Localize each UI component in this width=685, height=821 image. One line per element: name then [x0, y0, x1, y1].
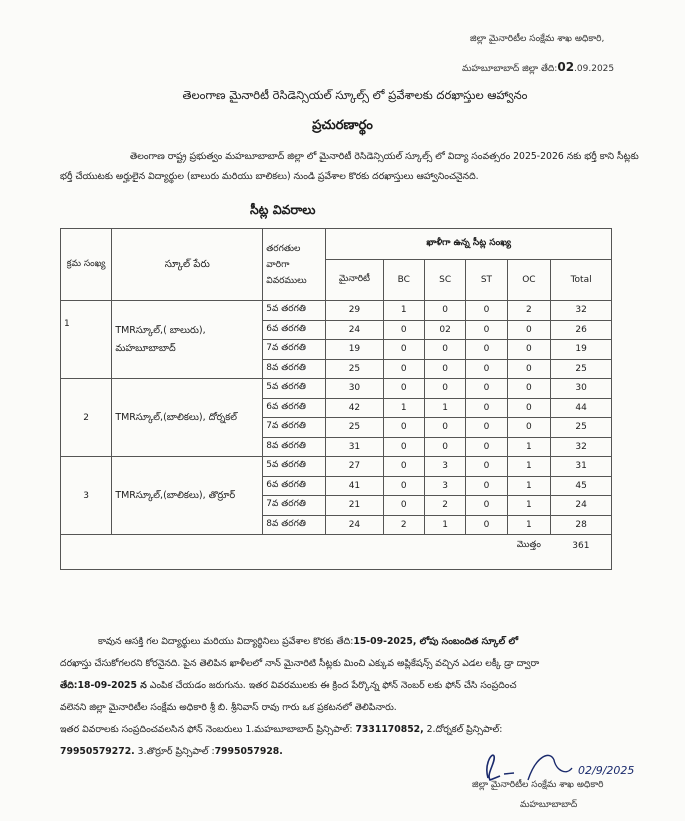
- phone-thorrur: 7995057928.: [214, 746, 283, 757]
- sc-cell: 0: [424, 340, 465, 360]
- intro-paragraph: తెలంగాణ రాష్ట్ర ప్రభుత్వం మహబూబాబాద్ జిల్లా లో మైనారిటీ రెసిడెన్సియల్ స్కూల్స్ లో విద్యా సంవత్సరం 2025-2026 నకు భర్తీ కాని సీట్లకు భర్తీ చేయుటకు అర్హులైన విద్యార్థుల (బాలురు మరియు బాలికలు) నుండి ప్రవేశాల కొరకు దరఖాస్తులు ఆహ్వానించనైనది.: [60, 151, 639, 182]
- bc-cell: 2: [383, 515, 424, 535]
- total-cell: 44: [551, 398, 612, 418]
- school-name: TMRస్కూల్,(బాలికలు), దోర్నకల్: [112, 379, 263, 457]
- bc-cell: 0: [383, 457, 424, 477]
- st-cell: 0: [466, 437, 507, 457]
- total-cell: 30: [551, 379, 612, 399]
- sc-cell: 0: [424, 437, 465, 457]
- minority-cell: 25: [326, 359, 383, 379]
- table-row: [61, 457, 612, 477]
- header-minority: మైనారిటీ: [326, 260, 383, 301]
- st-cell: 0: [466, 457, 507, 477]
- minority-cell: 24: [326, 515, 383, 535]
- sc-cell: 02: [424, 320, 465, 340]
- minority-cell: 21: [326, 496, 383, 516]
- instructions-line-3: [60, 675, 655, 697]
- bc-cell: 0: [383, 418, 424, 438]
- instructions-text-1: కావున ఆసక్తి గల విద్యార్థులు మరియు విద్యార్థినిలు ప్రవేశాల కొరకు తేది:: [98, 636, 354, 647]
- sc-cell: 0: [424, 379, 465, 399]
- total-cell: 32: [551, 437, 612, 457]
- total-cell: 26: [551, 320, 612, 340]
- school-sno: 1: [61, 301, 112, 379]
- grand-total-row: [61, 535, 612, 558]
- oc-cell: 0: [507, 398, 551, 418]
- class-cell: 6వ తరగతి: [263, 476, 326, 496]
- publication-heading: ప్రచురణార్థం: [312, 118, 373, 133]
- table-row: [61, 301, 612, 321]
- minority-cell: 31: [326, 437, 383, 457]
- class-cell: 6వ తరగతి: [263, 398, 326, 418]
- minority-cell: 42: [326, 398, 383, 418]
- class-cell: 5వ తరగతి: [263, 301, 326, 321]
- minority-cell: 30: [326, 379, 383, 399]
- signatory-location: మహబూబాబాద్: [520, 800, 578, 810]
- bc-cell: 1: [383, 398, 424, 418]
- oc-cell: 0: [507, 320, 551, 340]
- instructions-line-2: దరఖాస్తు చేసుకోగలరని కోరనైనది. పైన తెలిపిన ఖాళీలలో నాన్ మైనారిటి సీట్లకు మించి ఎక్కువ అప్లికేషన్స్ వచ్చిన ఎడల లక్కీ డ్రా ద్వారా: [60, 658, 540, 669]
- class-cell: 5వ తరగతి: [263, 457, 326, 477]
- total-cell: 25: [551, 418, 612, 438]
- oc-cell: 0: [507, 359, 551, 379]
- minority-cell: 29: [326, 301, 383, 321]
- school-sno: 2: [61, 379, 112, 457]
- signature-date: 02/9/2025: [578, 764, 635, 777]
- contacts-text-2: 2.దోర్నకల్ ప్రిన్సిపాల్:: [423, 724, 503, 735]
- contacts-text-3: 3.తొర్రూర్ ప్రిన్సిపాల్ :: [134, 746, 215, 757]
- class-cell: 8వ తరగతి: [263, 359, 326, 379]
- oc-cell: 1: [507, 515, 551, 535]
- header-oc: OC: [507, 260, 551, 301]
- minority-cell: 25: [326, 418, 383, 438]
- minority-cell: 19: [326, 340, 383, 360]
- total-cell: 25: [551, 359, 612, 379]
- class-cell: 8వ తరగతి: [263, 437, 326, 457]
- st-cell: 0: [466, 476, 507, 496]
- st-cell: 0: [466, 340, 507, 360]
- header-sno: క్రమ సంఖ్య: [61, 229, 112, 301]
- oc-cell: 0: [507, 418, 551, 438]
- sc-cell: 2: [424, 496, 465, 516]
- lucky-draw-date: తేది:18-09-2025 న: [60, 680, 147, 691]
- minority-cell: 24: [326, 320, 383, 340]
- total-cell: 31: [551, 457, 612, 477]
- st-cell: 0: [466, 301, 507, 321]
- district-date-line: [462, 60, 614, 76]
- class-cell: 7వ తరగతి: [263, 340, 326, 360]
- sc-cell: 3: [424, 476, 465, 496]
- class-cell: 5వ తరగతి: [263, 379, 326, 399]
- seats-table: [60, 228, 612, 570]
- district-prefix: మహబూబాబాద్ జిల్లా తేది:: [462, 64, 558, 74]
- bc-cell: 0: [383, 379, 424, 399]
- table-bottom-row: [61, 557, 612, 570]
- total-cell: 32: [551, 301, 612, 321]
- table-bottom-spacer: [61, 557, 612, 570]
- st-cell: 0: [466, 496, 507, 516]
- total-label: మొత్తం: [516, 540, 541, 550]
- sc-cell: 1: [424, 515, 465, 535]
- st-cell: 0: [466, 515, 507, 535]
- bc-cell: 0: [383, 476, 424, 496]
- sc-cell: 0: [424, 418, 465, 438]
- bc-cell: 1: [383, 301, 424, 321]
- sc-cell: 1: [424, 398, 465, 418]
- header-st: ST: [466, 260, 507, 301]
- instructions-paragraph: [60, 631, 655, 763]
- header-class: తరగతుల వారిగా వివరములు: [263, 229, 326, 301]
- header-bc: BC: [383, 260, 424, 301]
- instructions-text-3: ఎంపిక చేయడం జరుగును. ఇతర వివరములకు ఈ క్రింద పేర్కొన్న ఫోన్ నెంబర్ లకు ఫోన్ చేసి సంప్రదించ: [146, 680, 517, 691]
- total-spacer: [61, 535, 508, 558]
- sc-cell: 0: [424, 301, 465, 321]
- total-cell: 24: [551, 496, 612, 516]
- oc-cell: 1: [507, 457, 551, 477]
- phone-dornakal-suffix: 2.: [124, 746, 135, 757]
- phone-dornakal: 7995057927: [60, 746, 125, 757]
- bc-cell: 0: [383, 437, 424, 457]
- total-cell: 45: [551, 476, 612, 496]
- header-total: Total: [551, 260, 612, 301]
- header-vacant-seats: ఖాళీగా ఉన్న సీట్ల సంఖ్య: [326, 229, 612, 260]
- oc-cell: 0: [507, 379, 551, 399]
- seats-details-heading: సీట్ల వివరాలు: [250, 202, 316, 217]
- oc-cell: 0: [507, 340, 551, 360]
- minority-cell: 27: [326, 457, 383, 477]
- instructions-line-4: వలెనని జిల్లా మైనారిటీల సంక్షేమ అధికారి శ్రీ బి. శ్రీనివాస్ రావు గారు ఒక ప్రకటనలో తెలిపినారు.: [60, 702, 397, 713]
- document-title: తెలంగాణ మైనారిటీ రెసిడెన్సియల్ స్కూల్స్ లో ప్రవేశాలకు దరఖాస్తుల ఆహ్వానం: [182, 88, 528, 102]
- bc-cell: 0: [383, 320, 424, 340]
- bc-cell: 0: [383, 340, 424, 360]
- school-sno: 3: [61, 457, 112, 535]
- sc-cell: 0: [424, 359, 465, 379]
- grand-total-value: 361: [551, 535, 612, 558]
- school-name: TMRస్కూల్,( బాలురు), మహబూబాబాద్: [112, 301, 263, 379]
- phone-mahabubabad: 7331170852,: [355, 724, 424, 735]
- st-cell: 0: [466, 398, 507, 418]
- st-cell: 0: [466, 379, 507, 399]
- oc-cell: 1: [507, 496, 551, 516]
- deadline-text: 15-09-2025, లోపు సంబందిత స్కూల్ లో: [353, 636, 519, 647]
- instructions-line-1: [60, 631, 655, 653]
- school-name: TMRస్కూల్,(బాలికలు), తొర్రూర్: [112, 457, 263, 535]
- header-sc: SC: [424, 260, 465, 301]
- date-rest: .09.2025: [574, 64, 615, 74]
- class-cell: 7వ తరగతి: [263, 418, 326, 438]
- class-cell: 7వ తరగతి: [263, 496, 326, 516]
- total-cell: 28: [551, 515, 612, 535]
- oc-cell: 1: [507, 476, 551, 496]
- seats-table-body: [61, 301, 612, 535]
- total-cell: 19: [551, 340, 612, 360]
- header-school: స్కూల్ పేరు: [112, 229, 263, 301]
- st-cell: 0: [466, 320, 507, 340]
- contacts-text-1: ఇతర వివరాలకు సంప్రదించవలసిన ఫోన్ నెంబరులు 1.మహబూబాబాద్ ప్రిన్సిపాల్:: [60, 724, 356, 735]
- minority-cell: 41: [326, 476, 383, 496]
- class-cell: 8వ తరగతి: [263, 515, 326, 535]
- oc-cell: 1: [507, 437, 551, 457]
- signatory-designation: జిల్లా మైనారిటీల సంక్షేమ శాఖ అధికారి: [472, 780, 604, 790]
- oc-cell: 2: [507, 301, 551, 321]
- sc-cell: 3: [424, 457, 465, 477]
- st-cell: 0: [466, 418, 507, 438]
- st-cell: 0: [466, 359, 507, 379]
- office-heading: జిల్లా మైనారిటీల సంక్షేమ శాఖ అధికారి,: [470, 34, 605, 44]
- bc-cell: 0: [383, 496, 424, 516]
- bc-cell: 0: [383, 359, 424, 379]
- class-cell: 6వ తరగతి: [263, 320, 326, 340]
- table-row: [61, 379, 612, 399]
- contacts-line-1: [60, 719, 655, 741]
- handwritten-date: 02: [557, 60, 575, 74]
